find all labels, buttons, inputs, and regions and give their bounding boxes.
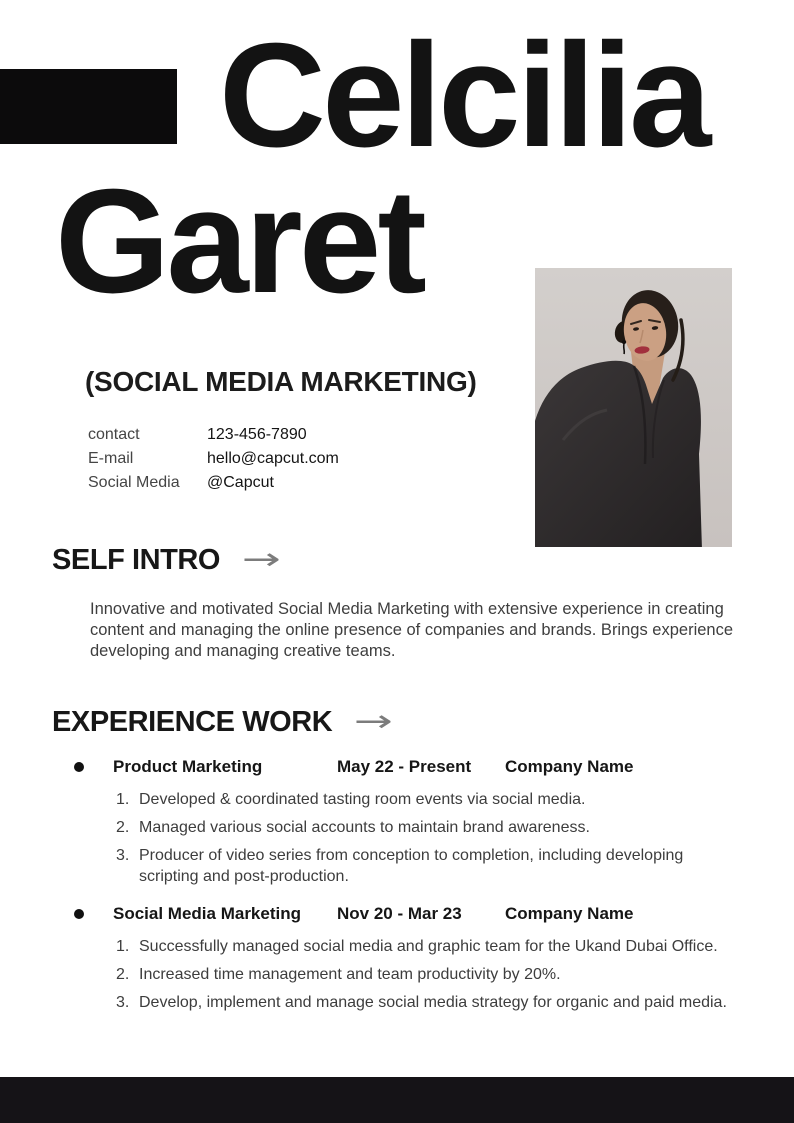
self-intro-heading-row <box>52 544 752 576</box>
profile-photo <box>535 268 732 547</box>
contact-row-phone <box>88 423 339 447</box>
job-item-text: Increased time management and team productivity by 20%. <box>139 966 561 983</box>
name-last: Garet <box>55 159 424 324</box>
arrow-right-icon: → <box>242 542 282 577</box>
email-value: hello@capcut.com <box>207 450 339 467</box>
job-company: Company Name <box>505 904 634 923</box>
contact-label: contact <box>88 426 140 443</box>
job-item-text: Developed & coordinated tasting room events via social media. <box>139 791 586 808</box>
job-header-2 <box>52 904 764 924</box>
job-header-1 <box>52 757 764 777</box>
contact-block <box>88 423 339 495</box>
self-intro-title: SELF INTRO <box>52 544 221 576</box>
bullet-icon <box>74 909 84 919</box>
experience-section <box>52 706 764 1020</box>
job-item <box>52 992 777 1013</box>
decor-black-rectangle <box>0 69 177 144</box>
contact-row-email <box>88 447 339 471</box>
job-role: Social Media Marketing <box>113 904 301 923</box>
job-item <box>52 845 777 887</box>
job-item-text: Successfully managed social media and graphic team for the Ukand Dubai Office. <box>139 938 718 955</box>
job-item <box>52 817 777 838</box>
job-item <box>52 789 777 810</box>
name-first: Celcilia <box>219 13 708 178</box>
bullet-icon <box>74 762 84 772</box>
arrow-right-icon: → <box>354 704 394 739</box>
job-role: Product Marketing <box>113 757 263 776</box>
job-period: Nov 20 - Mar 23 <box>337 904 462 923</box>
job-item <box>52 964 777 985</box>
role-subtitle: (SOCIAL MEDIA MARKETING) <box>85 366 477 397</box>
job-items-1 <box>52 789 764 887</box>
job-item-text: Producer of video series from conception to completion, including developing scripting and post-production. <box>139 847 684 885</box>
email-label: E-mail <box>88 450 134 467</box>
phone-value: 123-456-7890 <box>207 426 307 443</box>
portrait-illustration <box>535 268 732 547</box>
social-label: Social Media <box>88 474 180 491</box>
experience-title: EXPERIENCE WORK <box>52 706 333 738</box>
job-item-text: Managed various social accounts to maintain brand awareness. <box>139 819 590 836</box>
job-items-2 <box>52 936 764 1013</box>
experience-heading-row <box>52 706 764 738</box>
contact-row-social <box>88 471 339 495</box>
decor-bottom-black-bar <box>0 1077 794 1123</box>
job-period: May 22 - Present <box>337 757 472 776</box>
social-value: @Capcut <box>207 474 274 491</box>
job-item <box>52 936 777 957</box>
self-intro-section <box>52 544 752 662</box>
job-company: Company Name <box>505 757 634 776</box>
job-item-text: Develop, implement and manage social media strategy for organic and paid media. <box>139 994 727 1011</box>
self-intro-body: Innovative and motivated Social Media Marketing with extensive experience in creating content and managing the online presence of companies and brands. Brings experience developing and managing creative teams. <box>90 600 734 660</box>
